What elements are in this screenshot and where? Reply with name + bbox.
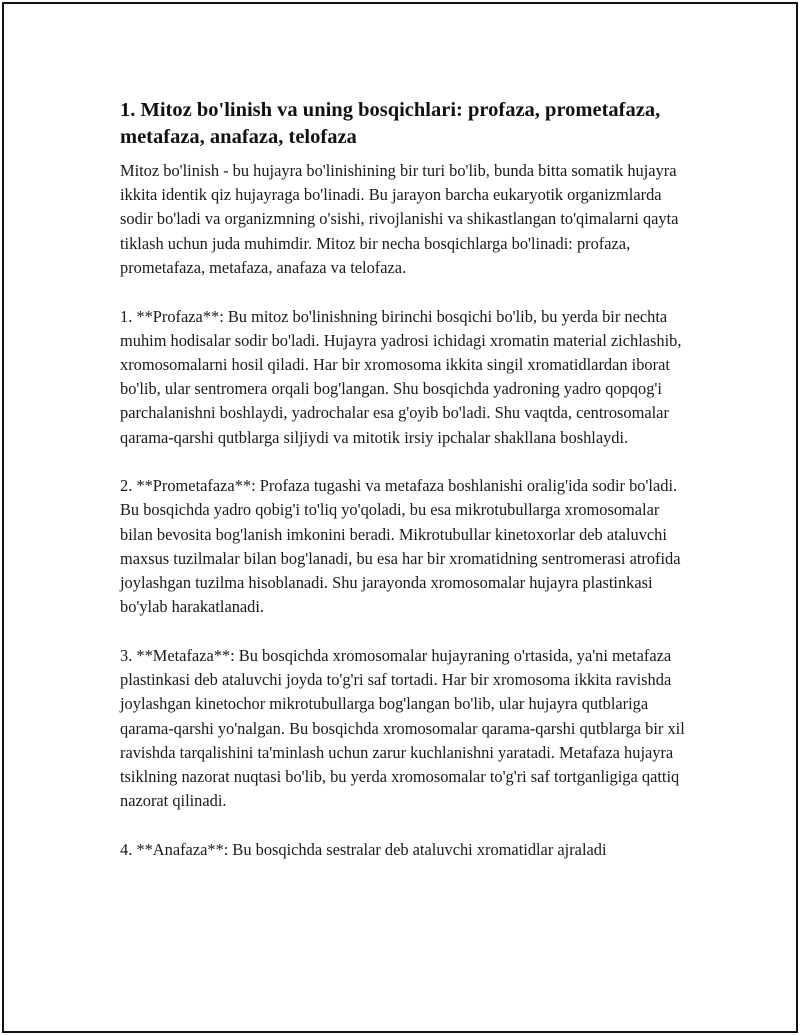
- document-body: [120, 97, 690, 862]
- paragraph-intro: Mitoz bo'linish - bu hujayra bo'linishining bir turi bo'lib, bunda bitta somatik hujayra ikkita identik qiz hujayraga bo'linadi. Bu jarayon barcha eukaryotik organizmlarda sodir bo'ladi va organizmning o'sishi, rivojlanishi va shikastlangan to'qimalarni qayta tiklash uchun juda muhimdir. Mitoz bir necha bosqichlarga bo'linadi: profaza, prometafaza, metafaza, anafaza va telofaza.: [120, 161, 679, 277]
- document-title: 1. Mitoz bo'linish va uning bosqichlari: profaza, prometafaza, metafaza, anafaza, telofaza: [120, 99, 661, 148]
- paragraph-metafaza: 3. **Metafaza**: Bu bosqichda xromosomalar hujayraning o'rtasida, ya'ni metafaza plastinkasi deb ataluvchi joyda to'g'ri saf tortadi. Har bir xromosoma ikkita ravishda joylashgan kinetochor mikrotubullarga bog'langan bo'lib, ular hujayra qutblariga qarama-qarshi yo'nalgan. Bu bosqichda xromosomalar qarama-qarshi qutblarga bir xil ravishda tarqalishini ta'minlash uchun zarur kuchlanishni yaratadi. Metafaza hujayra tsiklning nazorat nuqtasi bo'lib, bu yerda xromosomalar to'g'ri saf tortganligiga qattiq nazorat qilinadi.: [120, 645, 685, 811]
- paragraph-profaza: 1. **Profaza**: Bu mitoz bo'linishning birinchi bosqichi bo'lib, bu yerda bir nechta muhim hodisalar sodir bo'ladi. Hujayra yadrosi ichidagi xromatin material zichlashib, xromosomalarni hosil qiladi. Har bir xromosoma ikkita singil xromatidlardan iborat bo'lib, ular sentromera orqali bog'langan. Shu bosqichda yadroning yadro qopqog'i parchalanishni boshlaydi, yadrochalar esa g'oyib bo'ladi. Shu vaqtda, centrosomalar qarama-qarshi qutblarga siljiydi va mitotik irsiy ipchalar shakllana boshlaydi.: [120, 306, 682, 447]
- page-frame: [2, 2, 798, 1033]
- paragraph-prometafaza: 2. **Prometafaza**: Profaza tugashi va metafaza boshlanishi oralig'ida sodir bo'ladi. Bu bosqichda yadro qobig'i to'liq yo'qoladi, bu esa mikrotubullarga xromosomalar bilan bevosita bog'lanish imkonini beradi. Mikrotubullar kinetoxorlar deb ataluvchi maxsus tuzilmalar bilan bog'lanadi, bu esa har bir xromatidning sentromerasi atrofida joylashgan tuzilma hisoblanadi. Shu jarayonda xromosomalar hujayra plastinkasi bo'ylab harakatlanadi.: [120, 476, 681, 617]
- paragraph-anafaza: 4. **Anafaza**: Bu bosqichda sestralar deb ataluvchi xromatidlar ajraladi: [120, 839, 607, 859]
